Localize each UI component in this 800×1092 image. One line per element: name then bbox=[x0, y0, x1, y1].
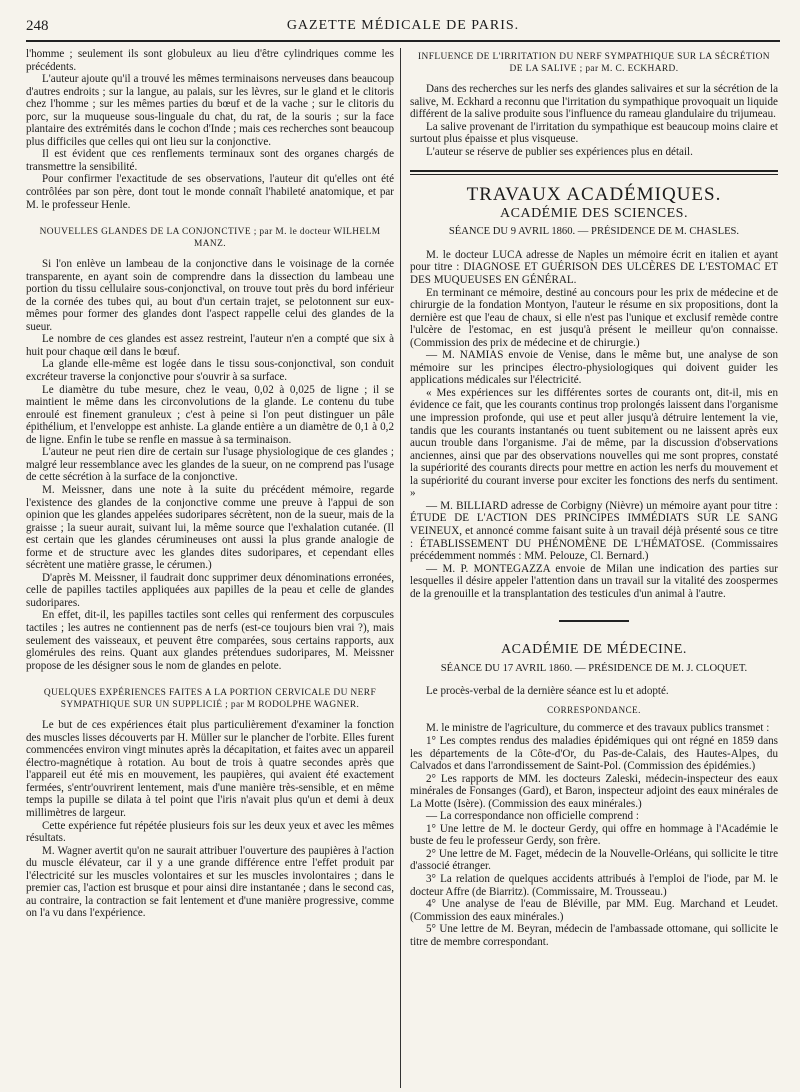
paragraph: En effet, dit-il, les papilles tactiles sont celles qui renferment des corpuscules tactiles ; les autres ne contiennent pas de nerfs (est-ce toujours bien vrai ?), mais seulement des vaisseaux, et peuvent être comparées, sous certains rapports, aux glomérules des reins. Quant aux glandes prétendues sudoripares, M. Meissner propose de les désigner sous le nom de glandes en pelote. bbox=[26, 609, 394, 672]
paragraph: Il est évident que ces renflements terminaux sont des organes chargés de transmettre la sensibilité. bbox=[26, 148, 394, 173]
paragraph: Dans des recherches sur les nerfs des glandes salivaires et sur la sécrétion de la salive, M. Eckhard a reconnu que l'irritation du sympathique provoquait un liquide différent de la salive produite sous l'influence du rameau glandulaire du trijumeau. bbox=[410, 83, 778, 121]
page-number: 248 bbox=[26, 18, 49, 34]
paragraph: — M. NAMIAS envoie de Venise, dans le même but, une analyse de son mémoire sur les principes électro-physiologiques qui doivent guider les applications médicales sur l'électricité. bbox=[410, 349, 778, 387]
left-column bbox=[26, 48, 394, 1088]
paragraph: Si l'on enlève un lambeau de la conjonctive dans le voisinage de la cornée transparente, en ayant soin de comprendre dans la dissection du lambeau une portion du tissu cellulaire sous-conjonctival, on trouve tout près du bord inférieur de la cornée des tubes qui, au bout d'un certain trajet, se pelotonnent sur eux-mêmes pour former des glandes dont l'aspect rappelle celui des glandes de la sueur. bbox=[26, 258, 394, 333]
paragraph: Le procès-verbal de la dernière séance est lu et adopté. bbox=[426, 685, 669, 698]
paragraph: L'auteur ajoute qu'il a trouvé les mêmes terminaisons nerveuses dans beaucoup d'autres endroits ; sur la langue, au palais, sur les lèvres, sur le gland et le clitoris chez l'homme ; sur les mêmes parties du bœuf et de la vache ; sur le clitoris du porc, sur la muqueuse sous-linguale du chat, du rat, de la souris ; sur la face plantaire des extrémités dans le cochon d'Inde ; mais ces recherches sont beaucoup plus difficiles que celles qui ont lieu sur la conjonctive. bbox=[26, 73, 394, 148]
paragraph: M. le ministre de l'agriculture, du commerce et des travaux publics transmet : bbox=[426, 722, 770, 735]
paragraph: 5° Une lettre de M. Beyran, médecin de l'ambassade ottomane, qui sollicite le titre de membre correspondant. bbox=[410, 923, 778, 948]
academie-medecine-heading: ACADÉMIE DE MÉDECINE. bbox=[501, 642, 687, 658]
paragraph: 2° Une lettre de M. Faget, médecin de la Nouvelle-Orléans, qui sollicite le titre d'associé étranger. bbox=[410, 847, 778, 873]
paragraph: M. Meissner, dans une note à la suite du précédent mémoire, regarde l'existence des glandes de la conjonctive comme une preuve à l'appui de son opinion que les glandes appelées sudoripares sécrètent, non de la sueur, mais de la graisse ; la sueur aurait, suivant lui, la même source que l'exhalation cutanée. (Il est certain que les glandes cérumineuses ont aussi la plus grande analogie de forme et de structure avec les glandes dites sudoripares, et cependant elles sécrètent une matière grasse, le cérumen.) bbox=[26, 483, 394, 572]
seance-heading-2: SÉANCE DU 17 AVRIL 1860. — PRÉSIDENCE DE M. J. CLOQUET. bbox=[440, 662, 748, 674]
paragraph: — M. BILLIARD adresse de Corbigny (Nièvre) un mémoire ayant pour titre : ÉTUDE DE L'ACTION DES PRINCIPES IMMÉDIATS SUR LE SANG VEINEUX, et annoncé comme faisant suite à un travail déjà présenté sous ce titre : ÉTABLISSEMENT DU PHÉNOMÈNE DE L'HÉMATOSE. (Commissaires précédemment nommés : MM. Pelouze, Cl. Bernard.) bbox=[410, 499, 778, 563]
paragraph: — La correspondance non officielle comprend : bbox=[426, 810, 639, 823]
section-title-nerf-sympathique: QUELQUES EXPÉRIENCES FAITES A LA PORTION CERVICALE DU NERF SYMPATHIQUE SUR UN SUPPLICIÉ ; par M RODOLPHE WAGNER. bbox=[43, 688, 377, 710]
paragraph: L'auteur ne peut rien dire de certain sur l'usage physiologique de ces glandes ; malgré leur ressemblance avec les glandes de la sueur, on ne comprend pas l'usage de cette sécrétion à la surface de la conjonctive. bbox=[26, 446, 394, 484]
page-header bbox=[26, 16, 780, 42]
paragraph: M. Wagner avertit qu'on ne saurait attribuer l'ouverture des paupières à l'action du muscle élévateur, car il y a une grande différence entre l'effet produit par l'électricité sur les muscles volontaires et sur les muscles involontaires ; dans le premier cas, l'action est brusque et pour ainsi dire instantanée ; dans le second cas, au contraire, la contraction se fait lentement et d'une manière progressive, comme on l'a vu dans l'expérience. bbox=[26, 844, 394, 920]
paragraph: L'auteur se réserve de publier ses expériences plus en détail. bbox=[426, 145, 693, 158]
seance-heading-1: SÉANCE DU 9 AVRIL 1860. — PRÉSIDENCE DE M. CHASLES. bbox=[448, 226, 740, 238]
section-title-salive: INFLUENCE DE L'IRRITATION DU NERF SYMPATHIQUE SUR LA SÉCRÉTION DE LA SALIVE ; par M. C. ECKHARD. bbox=[418, 52, 770, 74]
paragraph: D'après M. Meissner, il faudrait donc supprimer deux dénominations erronées, celle de papilles tactiles appliquées aux papilles de la peau et celle de glandes sudoripares. bbox=[26, 571, 394, 609]
paragraph: Pour confirmer l'exactitude de ses observations, l'auteur dit qu'elles ont été contrôlées par son père, dont tout le monde connaît l'habileté anatomique, et par M. le professeur Henle. bbox=[26, 173, 394, 211]
paragraph: Cette expérience fut répétée plusieurs fois sur les deux yeux et avec les mêmes résultats. bbox=[26, 819, 394, 845]
paragraph: 1° Les comptes rendus des maladies épidémiques qui ont régné en 1859 dans les départements de la Côte-d'Or, du Pas-de-Calais, des Hautes-Alpes, du Calvados et dans l'arrondissement de Saint-Pol. (Commission des épidémies.) bbox=[410, 734, 778, 773]
paragraph: l'homme ; seulement ils sont globuleux au lieu d'être cylindriques comme les précédents. bbox=[26, 48, 394, 73]
short-rule bbox=[559, 620, 629, 622]
paragraph: La glande elle-même est logée dans le tissu sous-conjonctival, son conduit excréteur traverse la conjonctive pour s'ouvrir à sa surface. bbox=[26, 358, 394, 384]
column-divider bbox=[400, 48, 401, 1088]
paragraph: « Mes expériences sur les différentes sortes de courants ont, dit-il, mis en évidence ce fait, que les courants continus trop prolongés laissent dans l'organisme une impression profonde, qui use et peut aller jusqu'à détruire lentement la vie, tandis que les courants instantanés ou tuent subitement ou ne laissent après eux aucun trouble dans l'organisme. J'ai de même, par la discussion d'observations anciennes, ainsi que par des observations nouvelles qui me sont propres, constaté la supériorité des courants directs pour mettre en action les nerfs du mouvement et la supériorité du courant inverse pour exciter les fonctions des nerfs du sentiment. » bbox=[410, 386, 778, 500]
paragraph: Le nombre de ces glandes est assez restreint, l'auteur n'en a compté que six à huit pour chaque œil dans le bœuf. bbox=[26, 333, 394, 358]
paragraph: M. le docteur LUCA adresse de Naples un mémoire écrit en italien et ayant pour titre : DIAGNOSE ET GUÉRISON DES ULCÈRES DE L'ESTOMAC ET DES MUQUEUSES EN GÉNÉRAL. bbox=[410, 248, 778, 287]
right-column bbox=[410, 48, 778, 1088]
double-rule bbox=[410, 170, 778, 175]
journal-title: GAZETTE MÉDICALE DE PARIS. bbox=[286, 18, 520, 33]
correspondance-heading: CORRESPONDANCE. bbox=[547, 704, 641, 715]
paragraph: 3° La relation de quelques accidents attribués à l'emploi de l'iode, par M. le docteur Affre (de Biarritz). (Commissaire, M. Trousseau.) bbox=[410, 872, 778, 898]
paragraph: 2° Les rapports de MM. les docteurs Zaleski, médecin-inspecteur des eaux minérales de Fonsanges (Gard), et Baron, inspecteur adjoint des eaux minérales de La Motte (Isère). (Commission des eaux minérales.) bbox=[410, 772, 778, 810]
travaux-academiques-heading: TRAVAUX ACADÉMIQUES. bbox=[466, 184, 722, 206]
paragraph: Le but de ces expériences était plus particulièrement d'examiner la fonction des muscles lisses découverts par H. Müller sur le plancher de l'orbite. Elles furent commencées environ vingt minutes après la décapitation, et faites avec un appareil électro-magnétique à rotation. Au bout de trois à quatre secondes après que l'appareil eut été mis en mouvement, les paupières, qui avaient été exactement fermées, s'entr'ouvrirent lentement, mais d'une manière très-sensible, et en même temps la pupille se dilata à tel point que l'iris n'avait plus qu'un et demi à deux millimètres de largeur. bbox=[26, 719, 394, 819]
academie-sciences-heading: ACADÉMIE DES SCIENCES. bbox=[500, 205, 688, 221]
paragraph: 4° Une analyse de l'eau de Bléville, par MM. Eug. Marchand et Leudet. (Commission des eaux minérales.) bbox=[410, 898, 778, 923]
paragraph: La salive provenant de l'irritation du sympathique est beaucoup moins claire et surtout plus épaisse et plus visqueuse. bbox=[410, 120, 778, 146]
section-title-glandes-conjonctive: NOUVELLES GLANDES DE LA CONJONCTIVE ; par M. le docteur WILHELM MANZ. bbox=[39, 227, 381, 249]
paragraph: Le diamètre du tube mesure, chez le veau, 0,02 à 0,025 de ligne ; il se maintient le même dans les circonvolutions de la glande. Le contenu du tube enroulé est finement granuleux ; c'est à peine si l'on peut distinguer un pâle épithélium, et l'enveloppe est anhiste. La glande entière a un diamètre de 0,1 à 0,2 de ligne. Enfin le tube se renfle en massue à sa terminaison. bbox=[26, 383, 394, 446]
paragraph: En terminant ce mémoire, destiné au concours pour les prix de médecine et de chirurgie de la fondation Montyon, l'auteur le résume en six propositions, dont la dernière est que l'eau de chaux, si elle n'est pas l'unique et exclusif remède contre l'ulcère de l'estomac, en est jusqu'à présent le meilleur qu'on connaisse. (Commission des prix de médecine et de chirurgie.) bbox=[410, 286, 778, 349]
paragraph: — M. P. MONTEGAZZA envoie de Milan une indication des parties sur lesquelles il désire appeler l'attention dans un travail sur la vitalité des zoospermes de la grenouille et la transplantation des testicules d'un animal à l'autre. bbox=[410, 562, 778, 600]
paragraph: 1° Une lettre de M. le docteur Gerdy, qui offre en hommage à l'Académie le buste de feu le professeur Gerdy, son frère. bbox=[410, 822, 778, 848]
